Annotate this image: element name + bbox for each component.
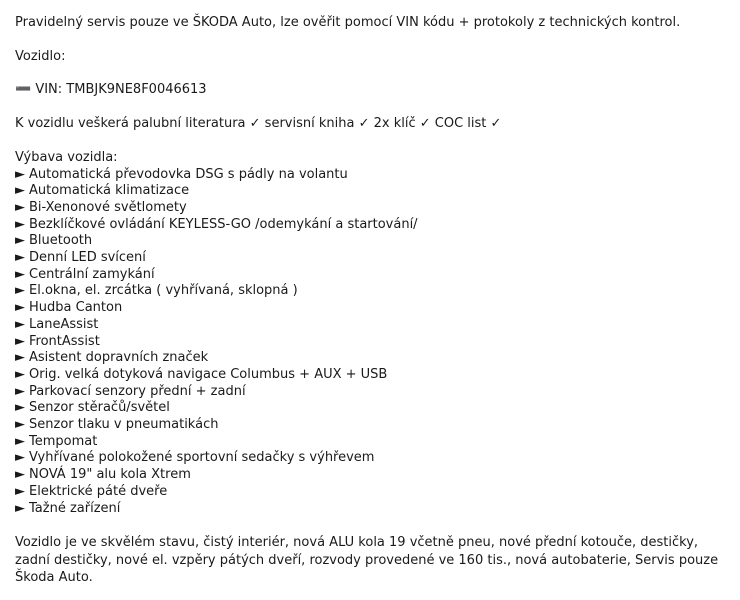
bullet-arrow-icon: ► — [15, 199, 25, 215]
bullet-arrow-icon: ► — [15, 300, 25, 316]
equipment-item — [15, 317, 720, 334]
equipment-item — [15, 434, 720, 451]
equipment-item-label: Denní LED svícení — [29, 250, 146, 266]
equipment-item — [15, 467, 720, 484]
bullet-arrow-icon: ► — [15, 400, 25, 416]
spacer — [15, 517, 720, 534]
equipment-item — [15, 384, 720, 401]
bullet-arrow-icon: ► — [15, 333, 25, 349]
equipment-item-label: NOVÁ 19" alu kola Xtrem — [29, 467, 191, 483]
equipment-list — [15, 167, 720, 518]
equipment-item-label: Automatická převodovka DSG s pádly na volantu — [29, 166, 348, 182]
equipment-item — [15, 200, 720, 217]
bullet-arrow-icon: ► — [15, 500, 25, 516]
spacer — [15, 99, 720, 116]
equipment-item-label: Bezklíčkové ovládání KEYLESS-GO /odemykání a startování/ — [29, 216, 418, 232]
equipment-item — [15, 217, 720, 234]
bullet-arrow-icon: ► — [15, 233, 25, 249]
equipment-item-label: FrontAssist — [29, 333, 100, 349]
bullet-arrow-icon: ► — [15, 166, 25, 182]
equipment-item-label: Hudba Canton — [29, 300, 123, 316]
equipment-item-label: Centrální zamykání — [29, 266, 155, 282]
bullet-arrow-icon: ► — [15, 450, 25, 466]
equipment-item — [15, 334, 720, 351]
equipment-item — [15, 283, 720, 300]
equipment-item — [15, 250, 720, 267]
equipment-item — [15, 484, 720, 501]
bullet-arrow-icon: ► — [15, 483, 25, 499]
equipment-item-label: Tempomat — [29, 433, 98, 449]
bullet-arrow-icon: ► — [15, 433, 25, 449]
equipment-item — [15, 417, 720, 434]
equipment-item — [15, 350, 720, 367]
equipment-item-label: Parkovací senzory přední + zadní — [29, 383, 246, 399]
bullet-arrow-icon: ► — [15, 366, 25, 382]
equipment-item-label: Tažné zařízení — [29, 500, 121, 516]
bullet-arrow-icon: ► — [15, 266, 25, 282]
spacer — [15, 133, 720, 150]
equipment-item-label: Senzor tlaku v pneumatikách — [29, 417, 219, 433]
bullet-arrow-icon: ► — [15, 350, 25, 366]
equipment-item — [15, 400, 720, 417]
bullet-arrow-icon: ► — [15, 283, 25, 299]
bullet-arrow-icon: ► — [15, 250, 25, 266]
bullet-arrow-icon: ► — [15, 417, 25, 433]
equipment-item-label: Senzor stěračů/světel — [29, 400, 170, 416]
equipment-heading: Výbava vozidla: — [15, 149, 118, 165]
bullet-arrow-icon: ► — [15, 316, 25, 332]
intro-text: Pravidelný servis pouze ve ŠKODA Auto, lze ověřit pomocí VIN kódu + protokoly z technických kontrol. — [15, 15, 681, 30]
bullet-arrow-icon: ► — [15, 216, 25, 232]
spacer — [15, 32, 720, 49]
equipment-item-label: Vyhřívané polokožené sportovní sedačky s výhřevem — [29, 450, 375, 466]
equipment-item — [15, 267, 720, 284]
equipment-item — [15, 300, 720, 317]
equipment-item-label: Asistent dopravních značek — [29, 350, 209, 366]
vin-line: ➖ VIN: TMBJK9NE8F0046613 — [15, 82, 207, 98]
spacer — [15, 65, 720, 82]
equipment-item-label: El.okna, el. zrcátka ( vyhřívaná, sklopná ) — [29, 283, 298, 299]
bullet-arrow-icon: ► — [15, 183, 25, 199]
equipment-item-label: LaneAssist — [29, 316, 99, 332]
closing-text: Vozidlo je ve skvělém stavu, čistý interiér, nová ALU kola 19 včetně pneu, nové přední kotouče, destičky, zadní destičky, nové el. vzpěry pátých dveří, rozvody provedené ve 160 tis., nová autobaterie, Servis pouze Škoda Auto. — [15, 535, 719, 586]
bullet-arrow-icon: ► — [15, 467, 25, 483]
equipment-item-label: Orig. velká dotyková navigace Columbus + AUX + USB — [29, 366, 388, 382]
equipment-item-label: Bluetooth — [29, 233, 93, 249]
equipment-item — [15, 233, 720, 250]
documents-line: K vozidlu veškerá palubní literatura ✓ servisní kniha ✓ 2x klíč ✓ COC list ✓ — [15, 116, 502, 132]
equipment-item-label: Bi-Xenonové světlomety — [29, 199, 187, 215]
equipment-item-label: Elektrické páté dveře — [29, 483, 168, 499]
equipment-item — [15, 167, 720, 184]
vehicle-heading: Vozidlo: — [15, 48, 66, 64]
listing-description — [15, 15, 720, 587]
equipment-item — [15, 501, 720, 518]
equipment-item — [15, 183, 720, 200]
equipment-item — [15, 367, 720, 384]
equipment-item-label: Automatická klimatizace — [29, 183, 190, 199]
equipment-item — [15, 450, 720, 467]
bullet-arrow-icon: ► — [15, 383, 25, 399]
